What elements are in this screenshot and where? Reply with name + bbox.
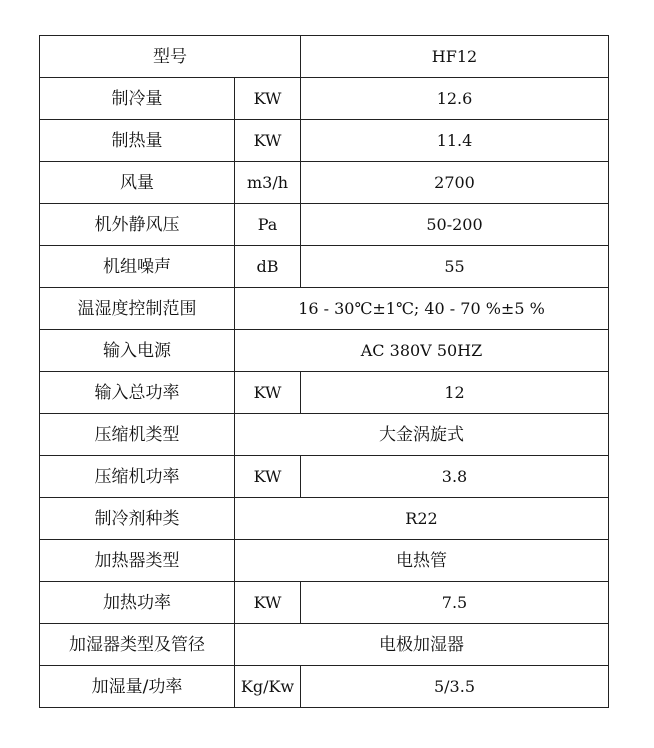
row-label: 输入电源: [40, 330, 235, 372]
row-label: 加湿量/功率: [40, 666, 235, 708]
row-value: AC 380V 50HZ: [235, 330, 609, 372]
row-value: 5/3.5: [301, 666, 609, 708]
table-row: [40, 162, 609, 204]
table-row: [40, 78, 609, 120]
row-label: 风量: [40, 162, 235, 204]
row-value: 电热管: [235, 540, 609, 582]
table-row: [40, 372, 609, 414]
table-row: [40, 498, 609, 540]
row-label: 机外静风压: [40, 204, 235, 246]
table-row: [40, 456, 609, 498]
row-unit: dB: [235, 246, 301, 288]
row-label: 输入总功率: [40, 372, 235, 414]
row-label: 制冷剂种类: [40, 498, 235, 540]
row-label: 加热功率: [40, 582, 235, 624]
row-value: 7.5: [301, 582, 609, 624]
row-label: 压缩机功率: [40, 456, 235, 498]
row-value: 12: [301, 372, 609, 414]
row-unit: Pa: [235, 204, 301, 246]
row-unit: Kg/Kw: [235, 666, 301, 708]
table-row: [40, 582, 609, 624]
row-label: 加湿器类型及管径: [40, 624, 235, 666]
row-value: 55: [301, 246, 609, 288]
spec-table: [39, 35, 609, 708]
row-value: 16 - 30℃±1℃; 40 - 70 %±5 %: [235, 288, 609, 330]
row-unit: KW: [235, 78, 301, 120]
row-label: 机组噪声: [40, 246, 235, 288]
table-row: [40, 414, 609, 456]
row-value: 大金涡旋式: [235, 414, 609, 456]
row-value: 3.8: [301, 456, 609, 498]
table-row: [40, 540, 609, 582]
row-value: HF12: [301, 36, 609, 78]
table-row: [40, 204, 609, 246]
row-unit: KW: [235, 120, 301, 162]
row-unit: KW: [235, 372, 301, 414]
row-label: 加热器类型: [40, 540, 235, 582]
row-unit: KW: [235, 582, 301, 624]
row-value: 12.6: [301, 78, 609, 120]
row-value: 50-200: [301, 204, 609, 246]
row-label: 型号: [40, 36, 301, 78]
table-row: [40, 120, 609, 162]
row-value: 11.4: [301, 120, 609, 162]
row-unit: m3/h: [235, 162, 301, 204]
table-row: [40, 246, 609, 288]
row-label: 压缩机类型: [40, 414, 235, 456]
row-unit: KW: [235, 456, 301, 498]
table-row-model: [40, 36, 609, 78]
row-label: 制热量: [40, 120, 235, 162]
row-value: 电极加湿器: [235, 624, 609, 666]
table-row: [40, 666, 609, 708]
table-row: [40, 288, 609, 330]
table-row: [40, 330, 609, 372]
row-value: R22: [235, 498, 609, 540]
row-label: 温湿度控制范围: [40, 288, 235, 330]
row-label: 制冷量: [40, 78, 235, 120]
table-row: [40, 624, 609, 666]
row-value: 2700: [301, 162, 609, 204]
